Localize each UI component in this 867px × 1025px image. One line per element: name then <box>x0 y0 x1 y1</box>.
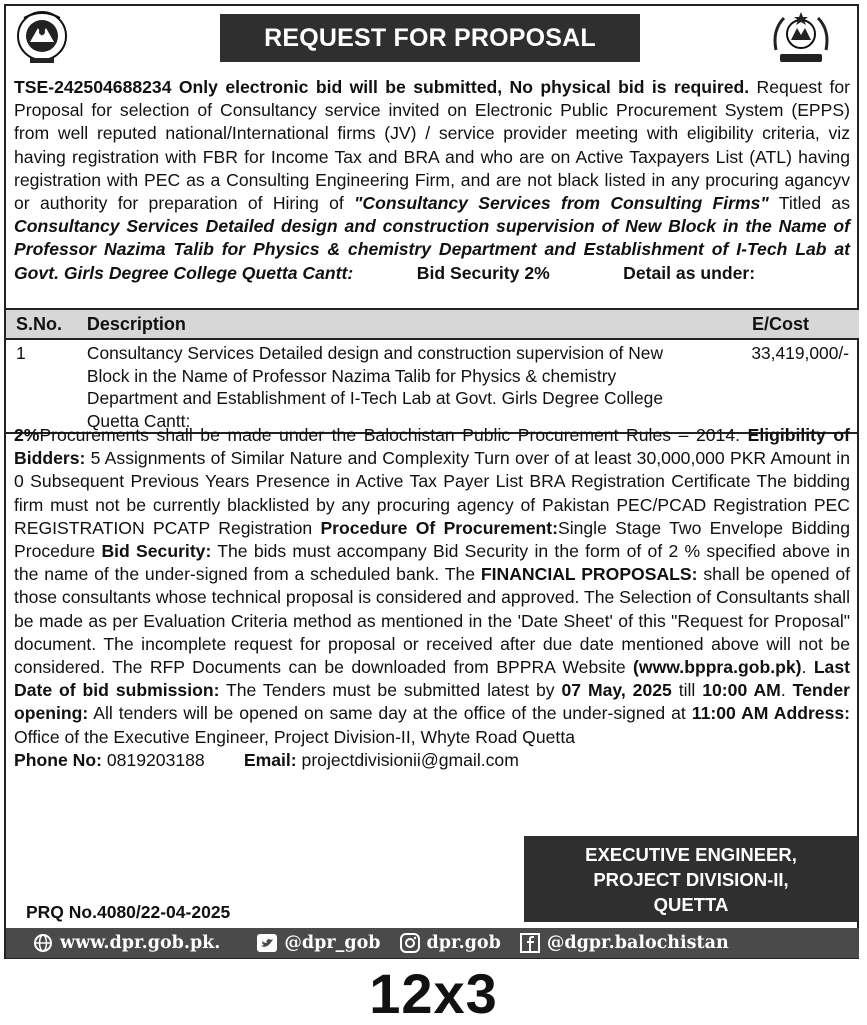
opening-text: All tenders will be opened on same day at the office of the under-signed at <box>88 703 692 724</box>
intro-paragraph <box>14 76 850 285</box>
balochistan-seal-left-icon <box>12 8 72 64</box>
header-sno: S.No. <box>6 309 81 339</box>
email-label: Email: <box>243 749 297 770</box>
procedure-label: Procedure Of Procurement: <box>320 517 558 538</box>
security-percent: 2% <box>14 425 40 445</box>
twitter-icon <box>256 933 278 953</box>
tender-id: TSE-242504688234 Only electronic bid will be submitted, No physical bid is required. <box>14 77 750 97</box>
project-title: Consultancy Services Detailed design and construction supervision of New Block in the Name of Professor Nazima Talib for Physics & chemistry Department and Establishment of I-Tech Lab at Govt. Girls Degree College Quetta Cantt: <box>14 216 850 283</box>
separator: . <box>801 657 814 678</box>
financial-text: shall be opened of those consultants whose technical proposal is considered and approved. The Selection of Consultants shall be made as per Evaluation Criteria method as mentioned in the 'Date Sheet' of this "Request for Proposal" document. The incomplete request for proposal or received after due date mentioned above will not be considered. The RFP Documents can be downloaded from BPPRA Website <box>14 564 851 678</box>
last-date: 07 May, 2025 <box>561 680 672 701</box>
footer-instagram[interactable] <box>399 933 501 953</box>
items-table <box>6 308 859 434</box>
separator: . <box>780 680 793 701</box>
footer-bar <box>6 928 859 958</box>
footer-website[interactable] <box>32 933 220 953</box>
bid-security-heading: Bid Security: <box>101 541 212 562</box>
globe-icon <box>32 933 54 953</box>
footer-twitter[interactable] <box>256 933 380 953</box>
footer-instagram-text: dpr.gob <box>426 933 501 953</box>
bppra-website-link[interactable]: (www.bppra.gob.pk) <box>633 657 802 678</box>
signature-line-2: PROJECT DIVISION-II, <box>593 868 789 890</box>
header-description: Description <box>81 309 745 339</box>
footer-website-text: www.dpr.gob.pk. <box>60 933 221 953</box>
page-title: REQUEST FOR PROPOSAL <box>220 14 640 62</box>
email-address[interactable]: projectdivisionii@gmail.com <box>296 749 519 770</box>
ad-size-stamp: 12x3 <box>369 962 498 1025</box>
prq-number: PRQ No.4080/22-04-2025 <box>26 902 231 922</box>
bid-security-label: Bid Security 2% <box>416 262 550 283</box>
address-label: Address: <box>768 703 851 724</box>
phone-number: 0819203188 <box>101 749 205 770</box>
terms-paragraph <box>14 424 850 772</box>
row-cost: 33,419,000/- <box>751 343 849 363</box>
financial-label: FINANCIAL PROPOSALS: <box>480 564 698 585</box>
table-row <box>6 339 859 433</box>
detail-label: Detail as under: <box>623 262 756 283</box>
address-text: Office of the Executive Engineer, Project Division-II, Whyte Road Quetta <box>14 726 575 747</box>
till-text: till <box>671 680 703 701</box>
table-header-row <box>6 309 859 339</box>
procedure-text: Single Stage Two Envelope Bidding Procedure <box>14 517 851 562</box>
signature-line-1: EXECUTIVE ENGINEER, <box>585 843 797 865</box>
intro-text-2: Titled as <box>768 193 850 214</box>
eligibility-label: Eligibility of Bidders: <box>14 425 851 469</box>
bid-security-text: The bids must accompany Bid Security in the form of of 2 % specified above in the name of the under-signed from a scheduled bank. The <box>14 541 850 585</box>
last-date-label: Last Date of bid submission: <box>14 657 850 701</box>
signature-line-3: QUETTA <box>653 893 729 915</box>
signature-block <box>524 836 858 922</box>
row-sno: 1 <box>16 343 26 363</box>
opening-time: 11:00 AM <box>691 703 769 724</box>
intro-text: Request for Proposal for selection of Consultancy service invited on Electronic Public Procurement System (EPPS) from well reputed national/International firms (JV) / service provider meeting with eligibility criteria, viz having registration with FBR for Income Tax and BRA and who are on Active Taxpayers List (ATL) having registration with PEC as a Consulting Engineering Firm, and are not black listed in any procuring agancyv or authority for preparation of Hiring of <box>14 77 850 214</box>
detail-row <box>358 263 755 283</box>
last-time: 10:00 AM <box>702 680 781 701</box>
footer-facebook[interactable] <box>519 933 729 953</box>
phone-label: Phone No: <box>14 749 102 770</box>
footer-facebook-text: @dgpr.balochistan <box>546 933 729 953</box>
eligibility-text: 5 Assignments of Similar Nature and Complexity Turn over of at least 30,000,000 PKR Amount in 0 Subsequent Previous Years Presence in Active Tax Payer List BRA Registration Certificate The bidding firm must not be currently blacklisted by any procuring agency of Pakistan PEC/PCAD Registration PEC REGISTRATION PCATP Registration <box>14 448 850 538</box>
government-seal-right-icon <box>768 10 834 64</box>
quoted-title: "Consultancy Services from Consulting Firms" <box>354 193 769 214</box>
instagram-icon <box>399 933 421 953</box>
header-cost: E/Cost <box>745 309 859 339</box>
opening-label: Tender opening: <box>14 680 850 724</box>
footer-twitter-text: @dpr_gob <box>284 933 381 953</box>
facebook-icon <box>519 933 541 953</box>
rules-text: Procurements shall be made under the Balochistan Public Procurement Rules – 2014. <box>39 425 748 445</box>
last-date-text: The Tenders must be submitted latest by <box>219 680 562 701</box>
row-description: Consultancy Services Detailed design and construction supervision of New Block in the Name of Professor Nazima Talib for Physics & chemistry Department and Establishment of I-Tech Lab at Govt. Girls Degree College Quetta Cantt: <box>86 343 664 431</box>
